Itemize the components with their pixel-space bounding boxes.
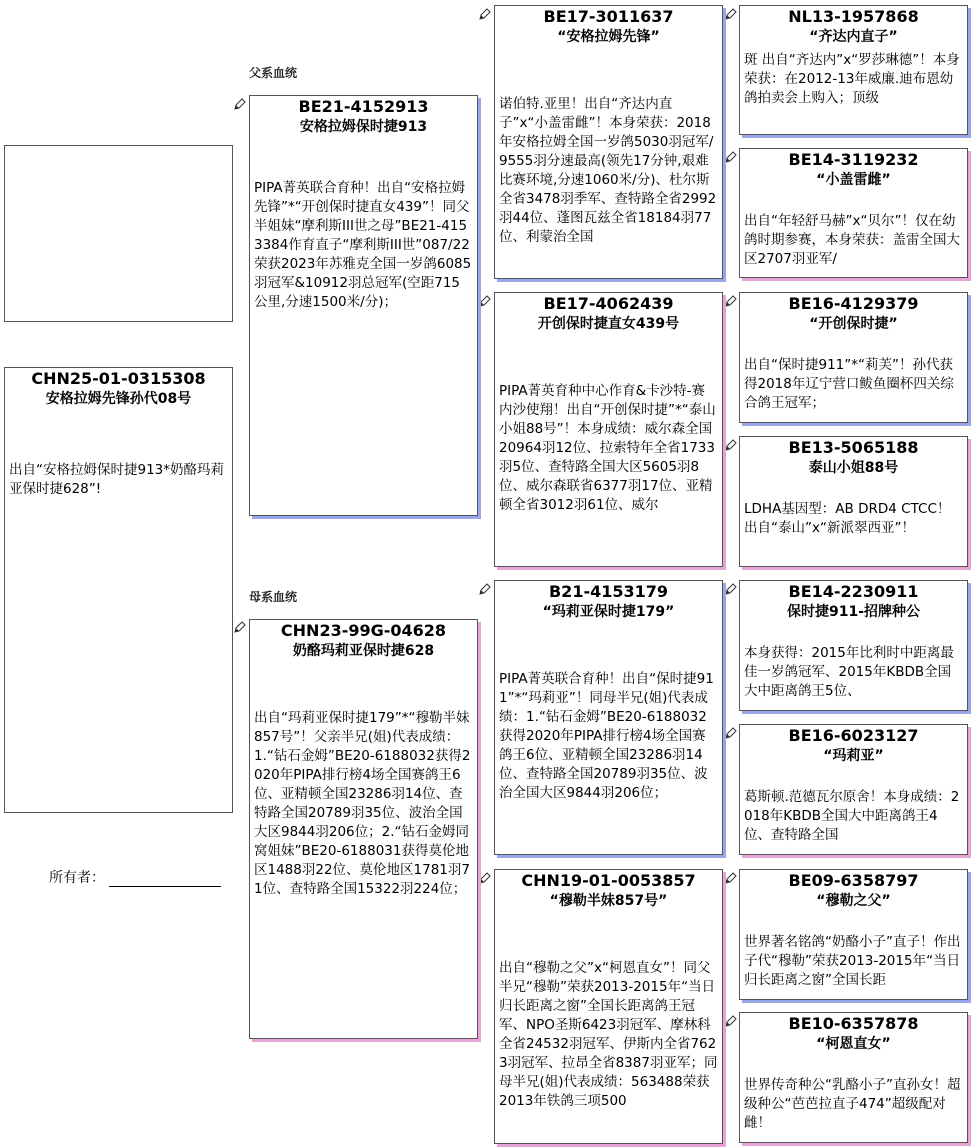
grandsire-paternal-ring: BE17-3011637 [543,7,674,26]
edit-pen-icon[interactable] [233,97,247,111]
ggd-sdd-desc: LDHA基因型：AB DRD4 CTCC！出自“泰山”x“新派翠西亚”！ [744,501,951,536]
ggs-sds-name: “开创保时捷” [809,316,898,332]
granddam-maternal-ring: CHN19-01-0053857 [521,871,696,890]
granddam-maternal-card [494,869,723,1144]
ggd-ssd-desc: 出自“年轻舒马赫”x“贝尔”！仅在幼鸽时期参赛，本身荣获：盖雷全国大区2707羽亚军/ [744,213,960,267]
grandsire-maternal-desc: PIPA菁英联合育种！出自“保时捷911”*“玛莉亚”！同母半兄(姐)代表成绩：1.“钻石金姆”BE20-6188032获得2020年PIPA排行榜4场全国赛鸽王6位、亚精顿全国23286羽14位、查特路全国20789羽35位、波治全国大区9844羽206位； [499,671,714,801]
ggd-dsd-ring: BE16-6023127 [788,726,919,745]
edit-pen-icon[interactable] [724,726,738,740]
dam-section-label: 母系血统 [249,590,298,604]
ggs-dss-card [739,580,968,711]
grandsire-paternal-card [494,5,723,279]
owner-label: 所有者： [49,870,105,886]
ggs-sss-desc: 斑 出自“齐达内”x“罗莎琳德”！本身荣获：在2012-13年威廉.迪布恩幼鸽拍卖会上购入；顶级 [744,52,960,106]
dam-desc: 出自“玛莉亚保时捷179”*“穆勒半妹857号”！父亲半兄(姐)代表成绩：1.“钻石金姆”BE20-6188032获得2020年PIPA排行榜4场全国赛鸽王6位、亚精顿全国23286羽14位、查特路全国20789羽35位、波治全国大区9844羽206位；2.“钻石金姆同窝姐妹”BE20-6188031获得莫伦地区1488羽22位、莫伦地区1781羽71位、查特路全国15322羽224位； [254,710,471,897]
ggd-ddd-name: “柯恩直女” [816,1036,891,1052]
ggs-dss-ring: BE14-2230911 [788,582,919,601]
ggs-sds-ring: BE16-4129379 [788,294,919,313]
edit-pen-icon[interactable] [724,294,738,308]
grandsire-maternal-name: “玛莉亚保时捷179” [542,604,675,620]
sire-card [249,95,478,516]
ggd-ssd-ring: BE14-3119232 [788,150,919,169]
grandsire-paternal-name: “安格拉姆先锋” [557,29,660,45]
owner-row [49,867,221,887]
grandsire-maternal-card [494,580,723,855]
ggd-ddd-card [739,1012,968,1143]
granddam-maternal-desc: 出自“穆勒之父”x“柯恩直女”！同父半兄“穆勒”荣获2013-2015年“当日归长距离之窗”全国长距离鸽王冠军、NPO圣斯6423羽冠军、摩林科全省24532羽冠军、伊斯内全省7623羽冠军、拉昂全省8387羽亚军；同母半兄(姐)代表成绩：563488荣获2013年铁鸽三项500 [499,960,718,1109]
ggs-dss-desc: 本身获得：2015年比利时中距离最佳一岁鸽冠军、2015年KBDB全国大中距离鸽王5位、 [744,645,954,699]
granddam-paternal-ring: BE17-4062439 [543,294,674,313]
sire-ring: BE21-4152913 [298,97,429,116]
ggs-dds-desc: 世界著名铭鸽“奶酪小子”直子！作出子代“穆勒”荣获2013-2015年“当日归长距离之窗”全国长距 [744,934,961,988]
sire-section-label: 父系血统 [249,66,298,80]
granddam-paternal-desc: PIPA菁英育种中心作育&卡沙特-赛内沙使翔！出自“开创保时捷”*“泰山小姐88号”！本身成绩：威尔森全国20964羽12位、拉索特年全省1733羽5位、查特路全国大区5605羽8位、威尔森联省6377羽17位、亚精顿全省3012羽61位、威尔 [499,383,716,513]
ggd-sdd-ring: BE13-5065188 [788,438,919,457]
edit-pen-icon[interactable] [233,620,247,634]
subject-desc: 出自“安格拉姆保时捷913*奶酪玛莉亚保时捷628”! [9,462,225,497]
sire-name: 安格拉姆保时捷913 [299,119,428,135]
dam-card [249,619,478,1039]
photo-box [4,145,233,322]
subject-ring: CHN25-01-0315308 [31,369,206,388]
ggd-dsd-card [739,724,968,855]
granddam-paternal-card [494,292,723,567]
ggs-sss-card [739,5,968,135]
edit-pen-icon[interactable] [724,871,738,885]
ggs-dds-card [739,869,968,1000]
edit-pen-icon[interactable] [478,582,492,596]
edit-pen-icon[interactable] [724,582,738,596]
dam-ring: CHN23-99G-04628 [280,621,447,640]
ggd-ssd-name: “小盖雷雌” [816,172,891,188]
ggd-dsd-desc: 葛斯顿.范德瓦尔原舍！本身成绩：2018年KBDB全国大中距离鸽王4位、查特路全国 [744,789,960,843]
ggd-ddd-ring: BE10-6357878 [788,1014,919,1033]
grandsire-maternal-ring: B21-4153179 [548,582,669,601]
edit-pen-icon[interactable] [478,294,492,308]
granddam-maternal-name: “穆勒半妹857号” [549,893,668,909]
grandsire-paternal-desc: 诺伯特.亚里！出自“齐达内直子”x“小盖雷雌”！本身荣获：2018年安格拉姆全国一岁鸽5030羽冠军/9555羽分速最高(领先17分钟,艰难比赛环境,分速1060米/分)、杜尔斯全省3478羽季军、查特路全省2992羽44位、蓬图瓦兹全省18184羽77位、利蒙治全国 [499,96,717,245]
dam-name: 奶酪玛莉亚保时捷628 [292,643,435,659]
ggs-dds-ring: BE09-6358797 [788,871,919,890]
edit-pen-icon[interactable] [724,7,738,21]
ggd-sdd-card [739,436,968,567]
ggd-ssd-card [739,148,968,278]
subject-card [4,367,233,813]
owner-signature-line[interactable] [109,872,221,887]
sire-desc: PIPA菁英联合育种！出自“安格拉姆先锋”*“开创保时捷直女439”！同父半姐妹“摩利斯III世之母”BE21-4153384作育直子“摩利斯III世”087/22荣获2023年苏雅克全国一岁鸽6085羽冠军&10912羽总冠军(空距715公里,分速1500米/分)； [254,180,472,310]
ggs-sss-name: “齐达内直子” [809,29,898,45]
granddam-paternal-name: 开创保时捷直女439号 [537,316,680,332]
ggd-ddd-desc: 世界传奇种公“乳酪小子”直孙女！超级种公“芭芭拉直子474”超级配对雌！ [744,1077,961,1131]
subject-name: 安格拉姆先锋孙代08号 [45,391,192,407]
edit-pen-icon[interactable] [478,7,492,21]
ggd-dsd-name: “玛莉亚” [823,748,884,764]
ggs-dss-name: 保时捷911-招牌种公 [786,604,921,620]
edit-pen-icon[interactable] [724,1014,738,1028]
ggs-sds-desc: 出自“保时捷911”*“莉芙”！孙代获得2018年辽宁营口鲅鱼圈杯四关综合鸽王冠军； [744,357,954,411]
edit-pen-icon[interactable] [724,438,738,452]
edit-pen-icon[interactable] [478,871,492,885]
ggs-sds-card [739,292,968,423]
ggs-sss-ring: NL13-1957868 [788,7,919,26]
ggs-dds-name: “穆勒之父” [816,893,891,909]
ggd-sdd-name: 泰山小姐88号 [808,460,899,476]
edit-pen-icon[interactable] [724,150,738,164]
